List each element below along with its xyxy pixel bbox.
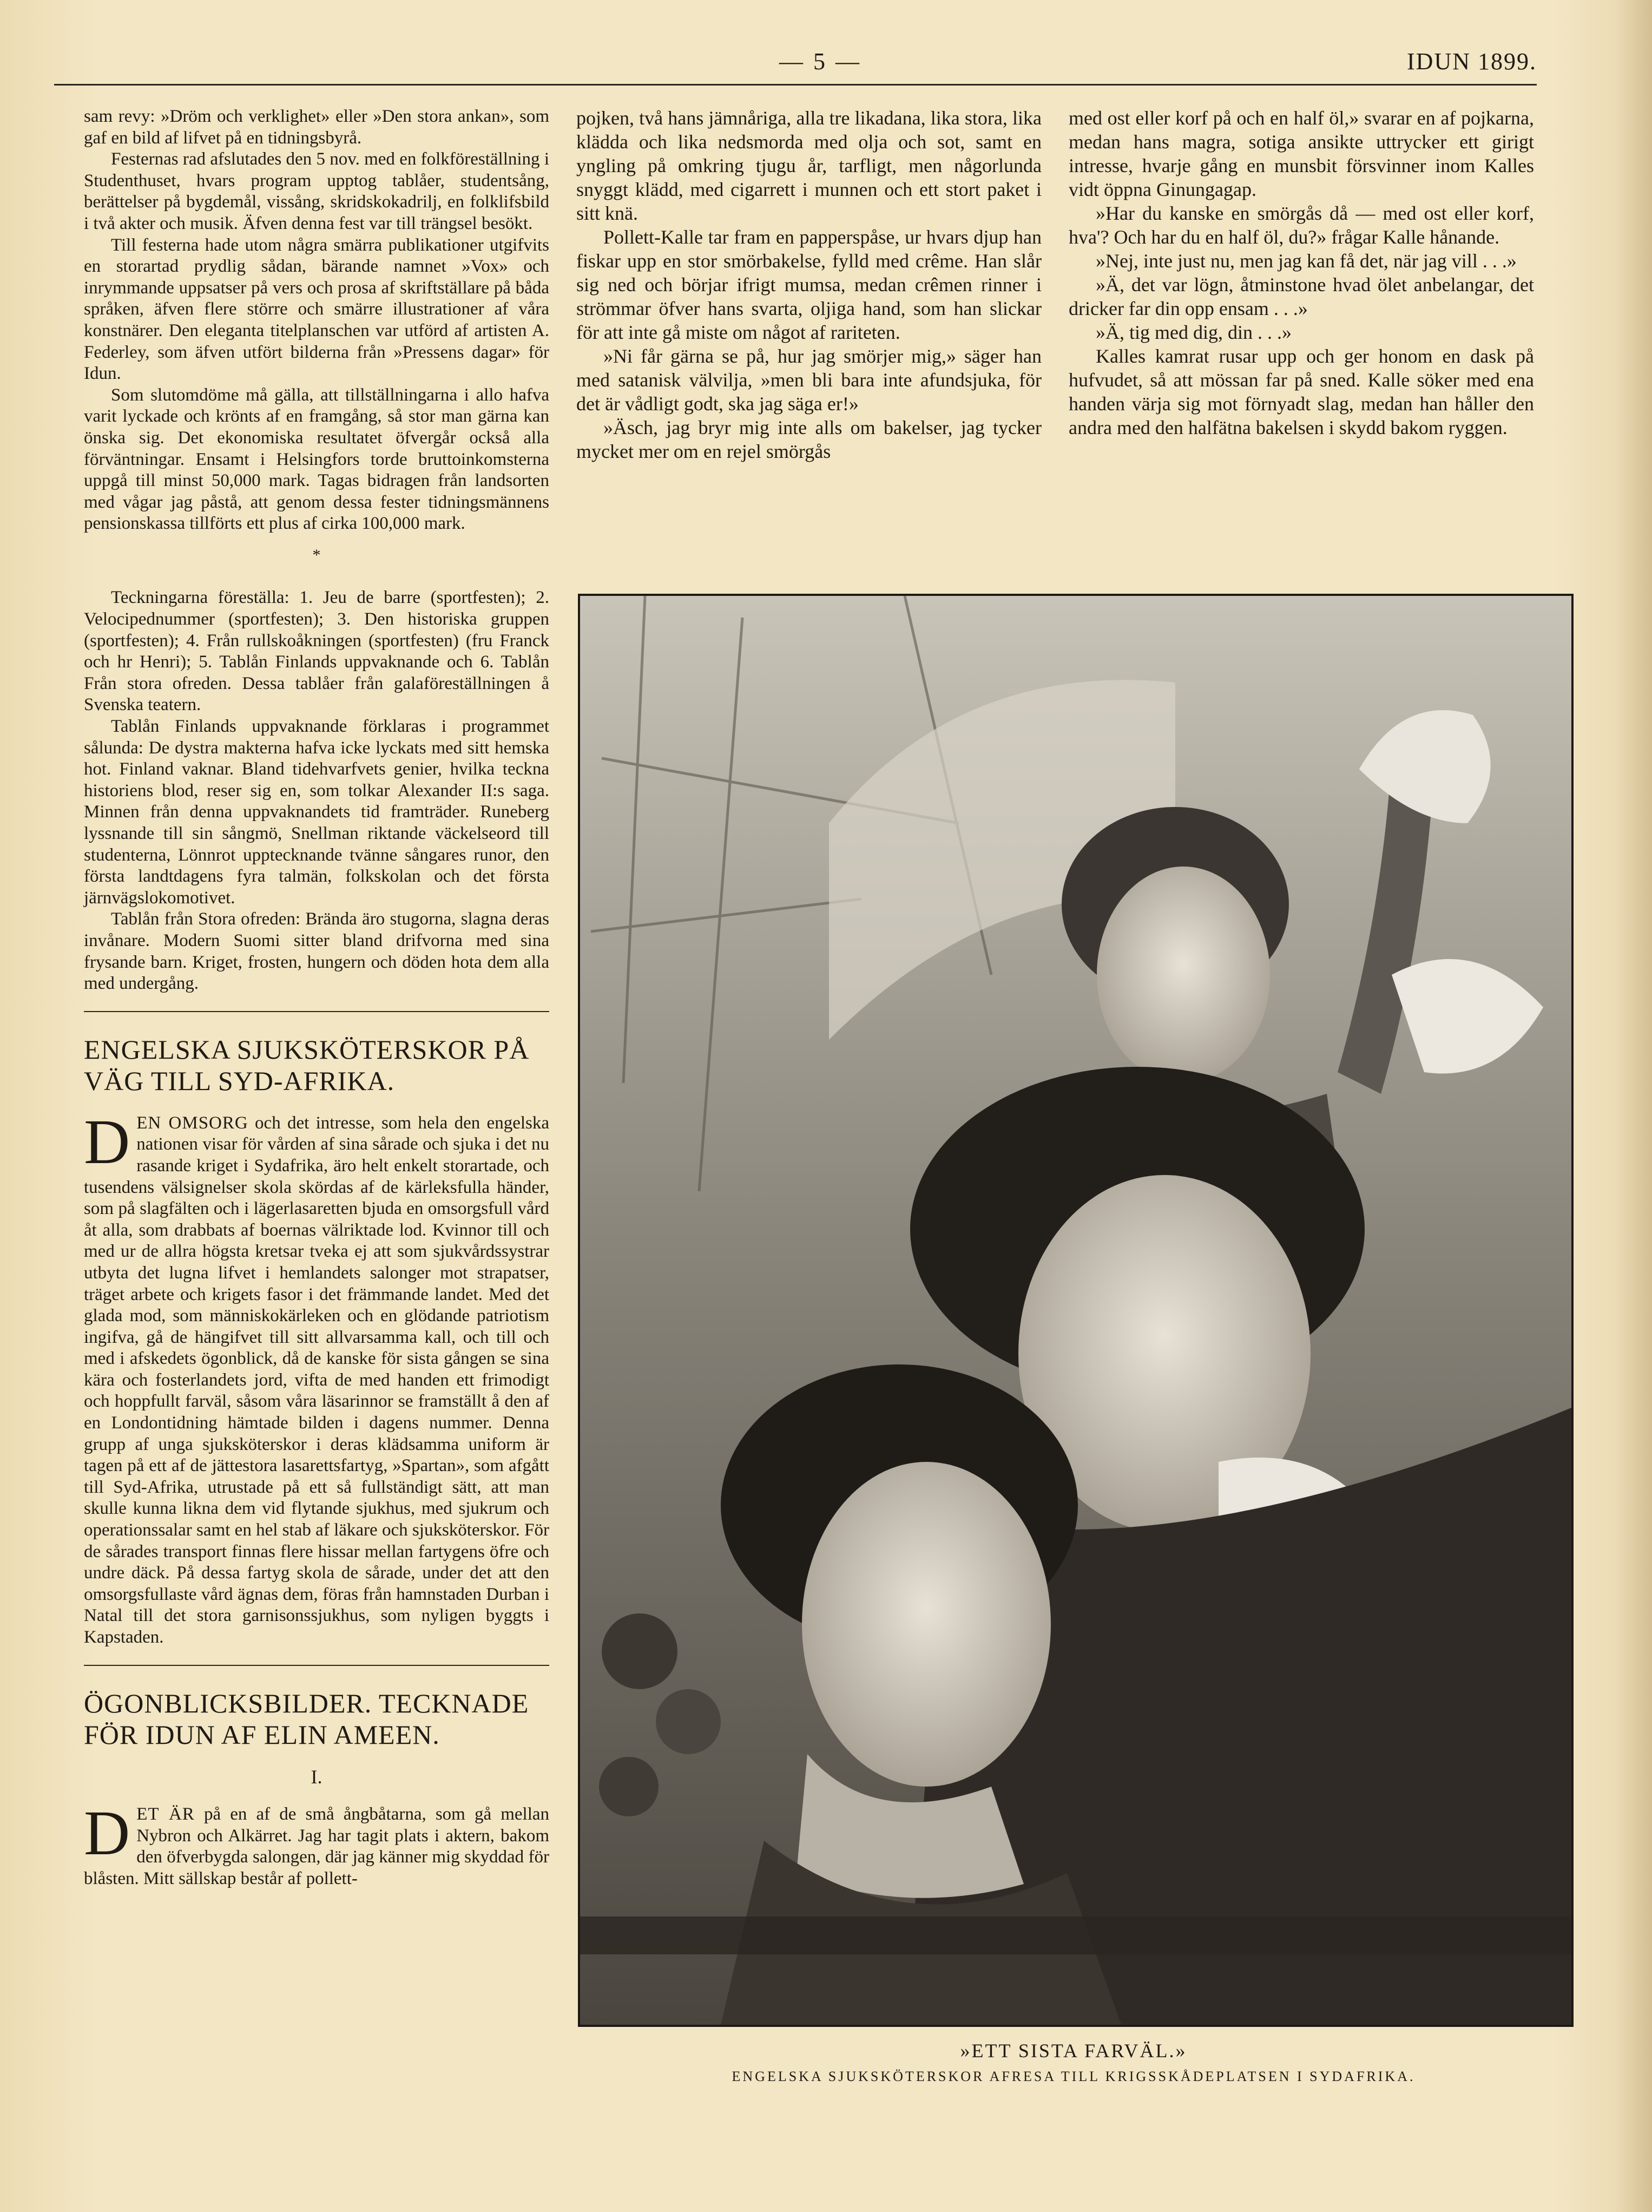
column-3 bbox=[1069, 106, 1534, 439]
page-header bbox=[54, 48, 1537, 80]
section-star: * bbox=[312, 546, 321, 564]
paragraph: »Nej, inte just nu, men jag kan få det, när jag vill . . .» bbox=[1096, 250, 1517, 272]
article-body bbox=[84, 1106, 549, 1649]
paragraph: Till festerna hade utom några smärra publikationer utgifvits en storartad prydlig sådan, bärande namnet »Vox» och inrymmande uppsatser på vers och prosa af skriftställare på båda språken, äfven flere större och smärre illustrationer af våra konstnärer. Den eleganta titelplanschen var utförd af artisten A. Federley, som äfven utfört bilderna från »Pressens dagar» för Idun. bbox=[84, 235, 549, 384]
paragraph: Teckningarna föreställa: 1. Jeu de barre (sportfesten); 2. Velocipednummer (sportfesten); 3. Den historiska gruppen (sportfesten); 4. Från rullskoåkningen (sportfesten) (fru Franck och hr Henri); 5. Tablån Finlands uppvaknande och 6. Tablån Från stora ofreden. Dessa tablåer från galaföreställningen å Svenska teatern. bbox=[84, 588, 549, 715]
article-text: och det intresse, som hela den engelska nationen visar för vården af sina sårade och sjuka i det nu rasande kriget i Sydafrika, äro helt enkelt storartade, och tusendens välsignelser skola skördas af de kärleksfulla händer, som på slagfälten och i lägerlasaretten bjuda en omsorgsfull vård åt alla, som drabbats af boernas välriktade lod. Kvinnor till och med ur de allra högsta kretsar tveka ej att som sjukvårdssystrar utbyta det lugna lifvet i hemlandets salonger mot strapatser, träget arbete och krigets fasor i det främmande landet. Med det glada mod, som människokärleken och en glödande patriotism ingifva, gå de hängifvet till sitt allvarsamma kall, och till och med i afskedets ögonblick, då de kanske för sista gången se sina kära och fosterlandets jord, vifta de med handen ett frimodigt och hoppfullt farväl, såsom våra läsarinnor se framställt å den af en Londontidning hämtade bilden i dagens nummer. Denna grupp af unga sjuksköterskor i deras klädsamma uniform är tagen på ett af de jättestora lasarettsfartyg, »Spartan», som afgått till Syd-Afrika, utrustade på ett så fullständigt sätt, att man skulle kunna likna dem vid flytande sjukhus, med sjukrum och operationssalar samt en hel stab af läkare och sjuksköterskor. För de sårades transport finnas flere hissar mellan fartygens öfre och undre däck. På dessa fartyg skola de sårade, under det att den omsorgsfullaste vård ägnas dem, föras från hamnstaden Durban i Natal till det stora garnisonssjukhus, som nyligen byggts i Kapstaden. bbox=[84, 1113, 549, 1647]
drop-cap: D bbox=[84, 1797, 130, 1869]
illustration-caption-subtitle: ENGELSKA SJUKSKÖTERSKOR AFRESA TILL KRIGSSKÅDEPLATSEN I SYDAFRIKA. bbox=[732, 2069, 1416, 2084]
paragraph: sam revy: »Dröm och verklighet» eller »Den stora ankan», som gaf en bild af lifvet på en tidningsbyrå. bbox=[84, 107, 549, 148]
paragraph: Tablån från Stora ofreden: Brända äro stugorna, slagna deras invånare. Modern Suomi sitter bland drifvorna med sina frysande barn. Kriget, frosten, hungern och döden hota dem alla med undergång. bbox=[84, 909, 549, 994]
paragraph: »Äsch, jag bryr mig inte alls om bakelser, jag tycker mycket mer om en rejel smörgås bbox=[576, 417, 1042, 462]
paragraph: Pollett-Kalle tar fram en papperspåse, ur hvars djup han fiskar upp en stor smörbakelse, fylld med crême. Han slår sig ned och börjar ifrigt mumsa, medan crêmen rinner i strömmar öfver hans svarta, oljiga hand, som han slickar för att inte gå miste om något af rariteten. bbox=[576, 226, 1042, 343]
column-1 bbox=[84, 106, 549, 1890]
section-divider bbox=[84, 1011, 549, 1012]
article-text: på en af de små ångbåtarna, som gå mellan Nybron och Alkärret. Jag har tagit plats i aktern, bakom den öfverbygda salongen, där jag känner mig skyddad för blåsten. Mitt sällskap består af pollett- bbox=[84, 1804, 550, 1888]
header-rule bbox=[54, 84, 1537, 86]
paragraph: »Ni får gärna se på, hur jag smörjer mig,» säger han med satanisk välvilja, »men bli bara inte afundsjuka, för det är vådligt godt, ska jag säga er!» bbox=[576, 345, 1042, 415]
paragraph: Kalles kamrat rusar upp och ger honom en dask på hufvudet, så att mössan far på sned. Kalle söker med ena handen värja sig mot förnyadt slag, medan han håller den andra med den halfätna bakelsen i skydd bakom ryggen. bbox=[1069, 345, 1534, 438]
drop-cap: D bbox=[84, 1106, 130, 1177]
section-divider bbox=[84, 1665, 549, 1666]
nurses-illustration bbox=[580, 596, 1571, 2025]
chapter-number: I. bbox=[311, 1765, 322, 1788]
paragraph: Tablån Finlands uppvaknande förklaras i programmet sålunda: De dystra makterna hafva icke lyckats med sitt hemska hot. Finland vaknar. Bland tidehvarfvets genier, hvilka teckna historiens blod, reser sig en, som tolkar Alexander II:s saga. Minnen från denna uppvaknandets tid framträder. Runeberg lyssnande till sin sångmö, Snellman riktande väckelseord till studenterna, Lönnrot upptecknande tvänne sångares runor, den första landtdagens fyra talmän, folkskolan och det första järnvägslokomotivet. bbox=[84, 717, 549, 908]
page-edge-shadow bbox=[1614, 0, 1652, 2212]
paragraph: Festernas rad afslutades den 5 nov. med en folkföreställning i Studenthuset, hvars program upptog tablåer, studentsång, berättelser på bygdemål, vissång, skridskokadrilj, en folklifsbild i två akter och musik. Äfven denna fest var till trängsel besökt. bbox=[84, 149, 549, 233]
lead-words: EN OMSORG bbox=[136, 1113, 248, 1133]
paragraph: med ost eller korf på och en half öl,» svarar en af pojkarna, medan hans magra, sotiga ansikte uttrycker ett girigt intresse, hvarje gång en munsbit försvinner inom Kalles vidt öppna Ginungagap. bbox=[1069, 107, 1534, 200]
article-body bbox=[84, 1797, 550, 1889]
paragraph: »Ä, det var lögn, åtminstone hvad ölet anbelangar, det dricker far din opp ensam . . .» bbox=[1069, 274, 1534, 319]
paragraph: pojken, två hans jämnåriga, alla tre likadana, lika stora, lika klädda och lika nedsmorda med olja och sot, samt en yngling på omkring tjugu år, tarfligt, men någorlunda snyggt klädd, med cigarrett i munnen och ett stort paket i sitt knä. bbox=[576, 107, 1042, 224]
article-heading: ÖGONBLICKSBILDER. TECKNADE FÖR IDUN AF ELIN AMEEN. bbox=[84, 1688, 529, 1750]
paragraph: »Har du kanske en smörgås då — med ost eller korf, hva'? Och har du en half öl, du?» frågar Kalle hånande. bbox=[1069, 202, 1534, 248]
lead-words: ET ÄR bbox=[136, 1804, 195, 1824]
masthead: IDUN 1899. bbox=[1407, 48, 1537, 75]
article-heading: ENGELSKA SJUKSKÖTERSKOR PÅ VÄG TILL SYD-AFRIKA. bbox=[84, 1034, 530, 1096]
page-number: — 5 — bbox=[779, 48, 861, 75]
paragraph: »Ä, tig med dig, din . . .» bbox=[1096, 321, 1292, 343]
column-2 bbox=[576, 106, 1042, 463]
illustration-caption-title: »ETT SISTA FARVÄL.» bbox=[960, 2040, 1187, 2062]
illustration-frame bbox=[578, 594, 1574, 2027]
paragraph: Som slutomdöme må gälla, att tillställningarna i allo hafva varit lyckade och krönts af en framgång, så stor man gärna kan önska sig. Det ekonomiska resultatet öfvergår också alla förväntningar. Ensamt i Helsingfors torde bruttoinkomsterna uppgå till minst 50,000 mark. Tagas bidragen från landsorten med vågar jag påstå, att genom dessa fester tidningsmännens pensionskassa tillförts ett plus af cirka 100,000 mark. bbox=[84, 385, 549, 534]
